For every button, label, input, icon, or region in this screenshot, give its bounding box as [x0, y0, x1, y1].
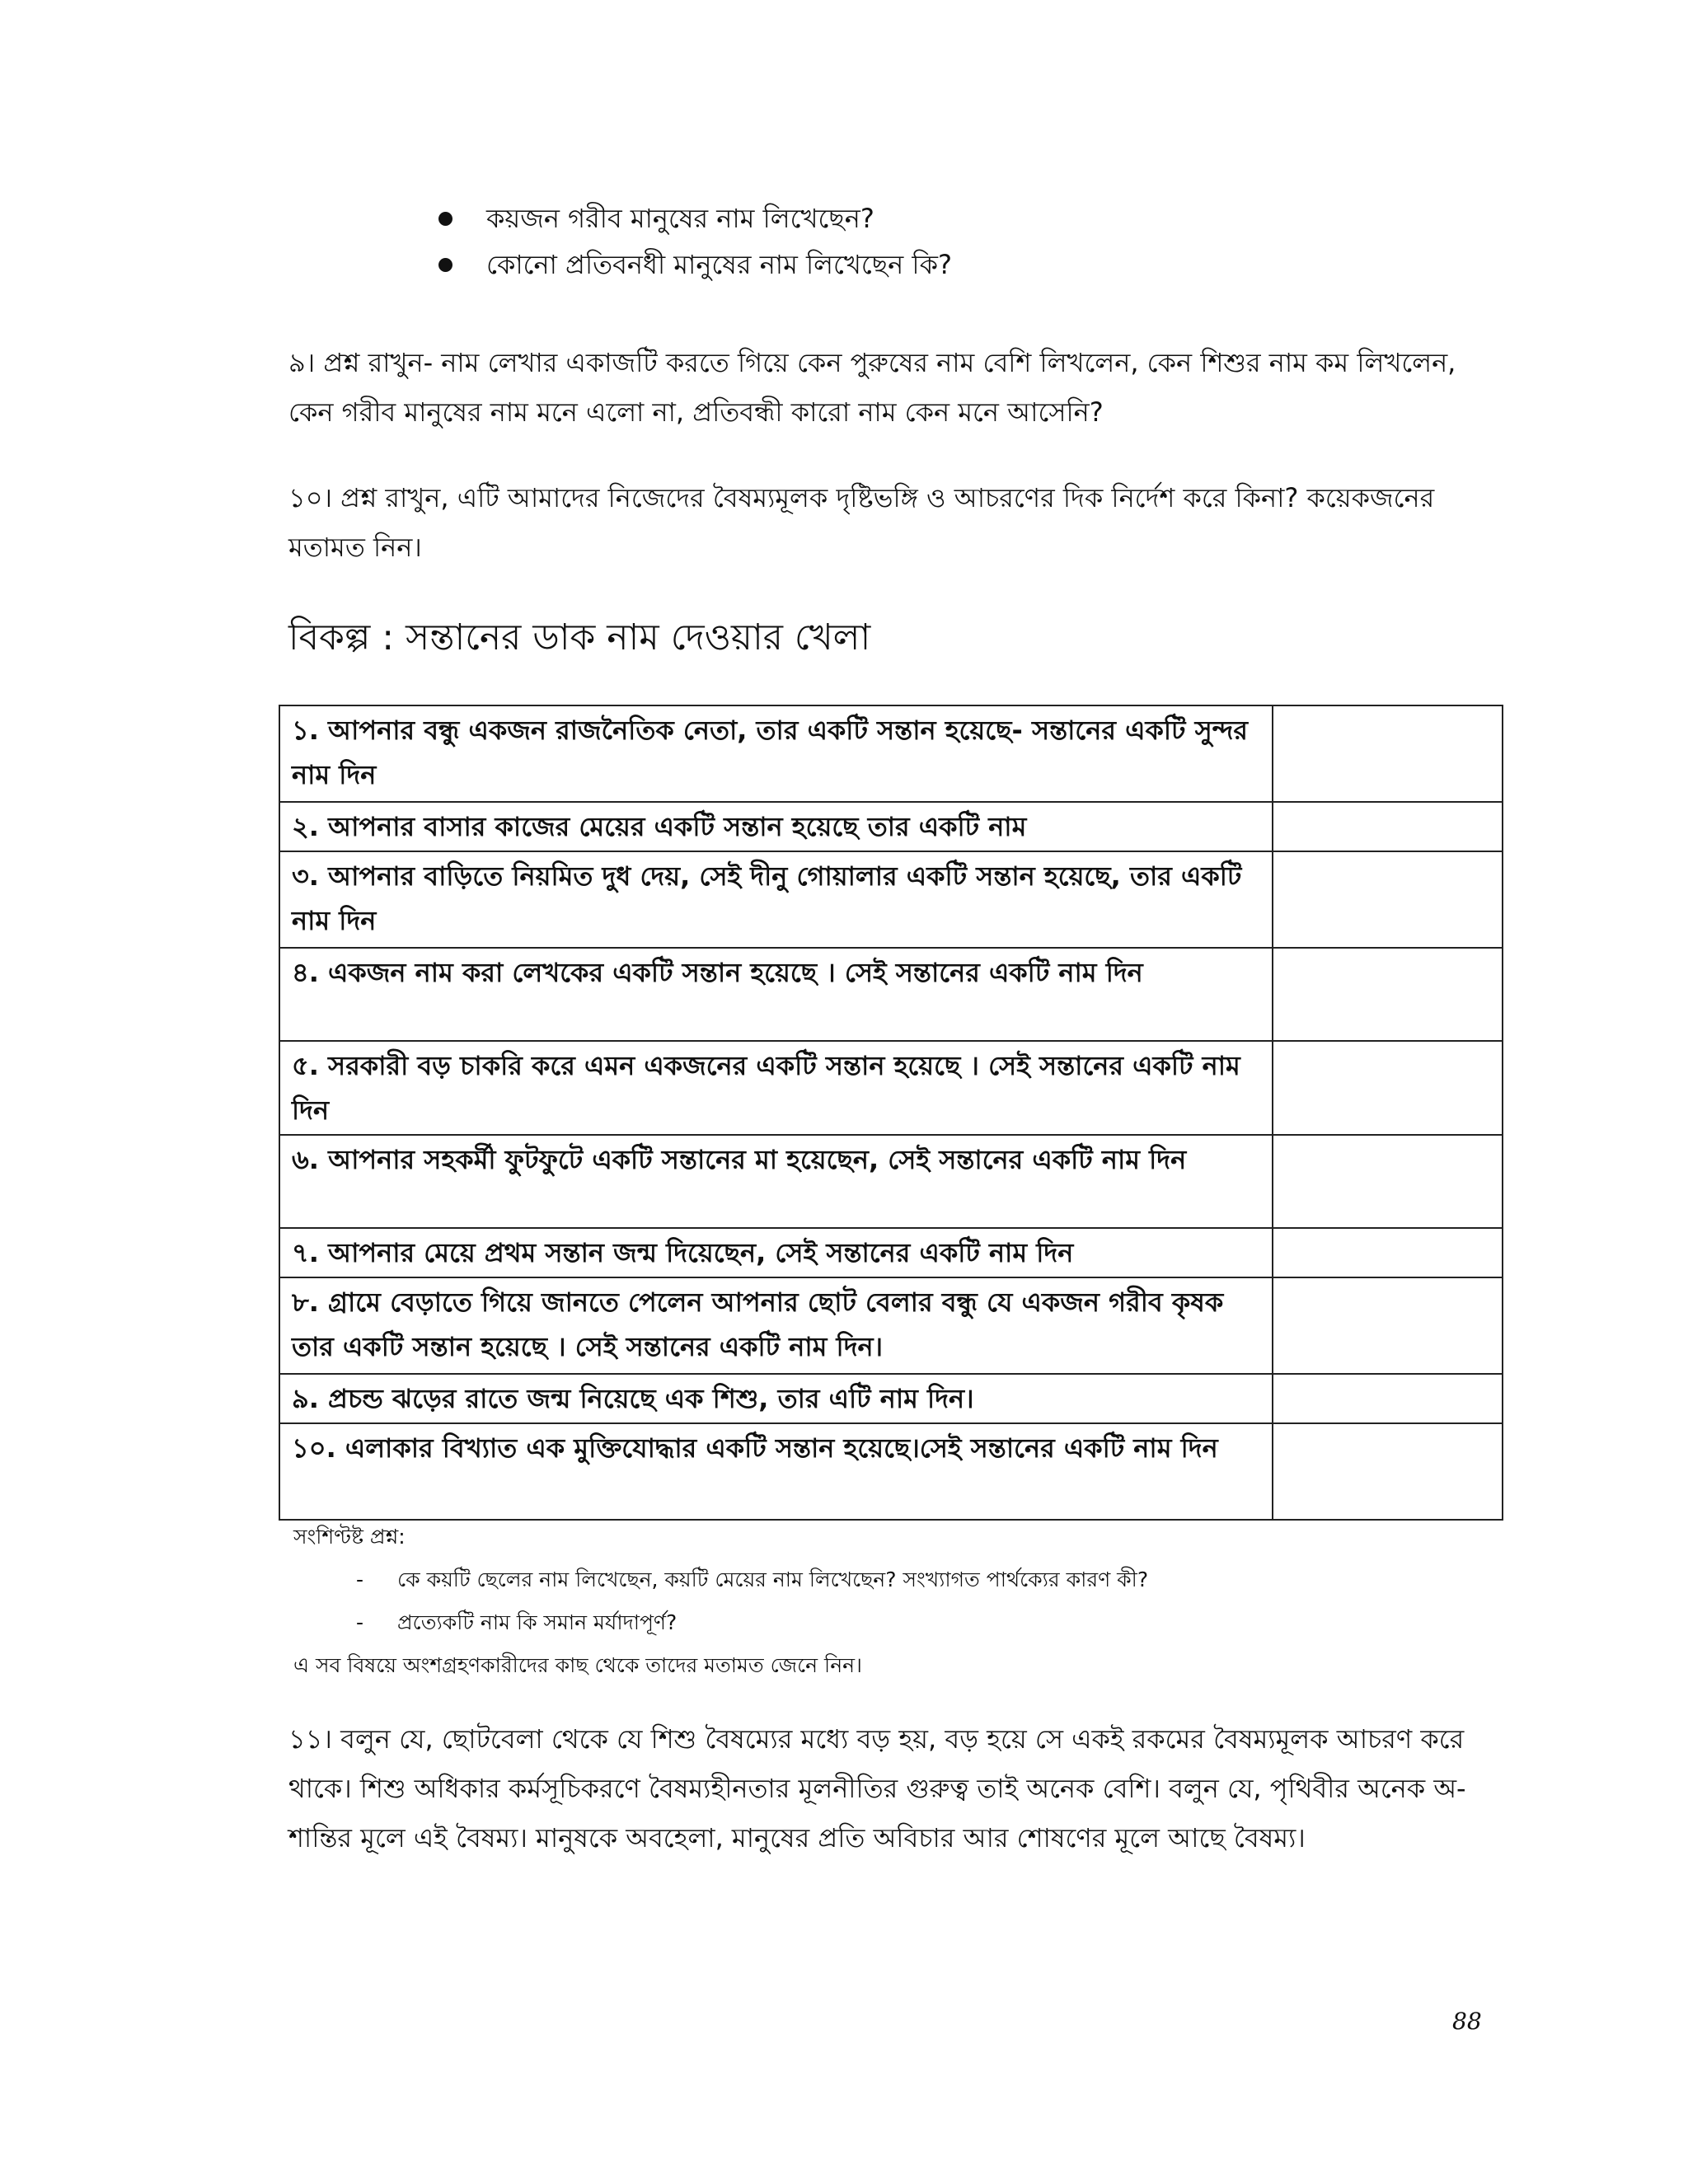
bullet-dot-icon [438, 212, 452, 226]
table-cell-question: ৪. একজন নাম করা লেখকের একটি সন্তান হয়েছে । সেই সন্তানের একটি নাম দিন [279, 948, 1273, 1041]
section-heading: বিকল্প : সন্তানের ডাক নাম দেওয়ার খেলা [288, 616, 871, 658]
related-question-item [293, 1563, 1480, 1606]
bullet-item [437, 198, 1550, 244]
table-row [279, 948, 1503, 1041]
dash-marker: - [356, 1610, 364, 1634]
dash-marker: - [356, 1568, 364, 1591]
question-bullet-list [437, 198, 1550, 290]
related-question-text: কে কয়টি ছেলের নাম লিখেছেন, কয়টি মেয়ের নাম লিখেছেন? সংখ্যাগত পার্থক্যের কারণ কী? [397, 1568, 1149, 1591]
paragraph-9: ৯। প্রশ্ন রাখুন- নাম লেখার একাজটি করতে গিয়ে কেন পুরুষের নাম বেশি লিখলেন, কেন শিশুর নাম কম লিখলেন, কেন গরীব মানুষের নাম মনে এলো না, প্রতিবন্ধী কারো নাম কেন মনে আসেনি? [288, 347, 1456, 428]
table-row [279, 1423, 1503, 1520]
related-question-item [293, 1606, 1480, 1649]
table-cell-question: ৮. গ্রামে বেড়াতে গিয়ে জানতে পেলেন আপনার ছোট বেলার বন্ধু যে একজন গরীব কৃষক তার একটি সন্তান হয়েছে । সেই সন্তানের একটি নাম দিন। [279, 1277, 1273, 1374]
table-cell-answer [1273, 1423, 1503, 1520]
table-cell-answer [1273, 705, 1503, 802]
table-cell-answer [1273, 948, 1503, 1041]
table-cell-question: ৯. প্রচন্ড ঝড়ের রাতে জন্ম নিয়েছে এক শিশু, তার এটি নাম দিন। [279, 1374, 1273, 1423]
table-cell-answer [1273, 1228, 1503, 1277]
table-cell-answer [1273, 851, 1503, 948]
table-cell-question: ৫. সরকারী বড় চাকরি করে এমন একজনের একটি সন্তান হয়েছে । সেই সন্তানের একটি নাম দিন [279, 1041, 1273, 1135]
table-row [279, 705, 1503, 802]
table-cell-answer [1273, 1135, 1503, 1228]
table-cell-answer [1273, 1041, 1503, 1135]
table-cell-question: ১০. এলাকার বিখ্যাত এক মুক্তিযোদ্ধার একটি সন্তান হয়েছে।সেই সন্তানের একটি নাম দিন [279, 1423, 1273, 1520]
naming-game-table [279, 705, 1503, 1521]
table-row [279, 1135, 1503, 1228]
table-cell-question: ৬. আপনার সহকর্মী ফুটফুটে একটি সন্তানের মা হয়েছেন, সেই সন্তানের একটি নাম দিন [279, 1135, 1273, 1228]
related-questions [293, 1521, 1480, 1682]
page-number: 88 [1452, 2008, 1482, 2035]
table-cell-question: ২. আপনার বাসার কাজের মেয়ের একটি সন্তান হয়েছে তার একটি নাম [279, 802, 1273, 851]
table-cell-question: ১. আপনার বন্ধু একজন রাজনৈতিক নেতা, তার একটি সন্তান হয়েছে- সন্তানের একটি সুন্দর নাম দিন [279, 705, 1273, 802]
table-cell-question: ৩. আপনার বাড়িতে নিয়মিত দুধ দেয়, সেই দীনু গোয়ালার একটি সন্তান হয়েছে, তার একটি নাম দিন [279, 851, 1273, 948]
table-cell-answer [1273, 1374, 1503, 1423]
bullet-text: কয়জন গরীব মানুষের নাম লিখেছেন? [486, 203, 874, 234]
table-row [279, 802, 1503, 851]
table-row [279, 1041, 1503, 1135]
related-questions-note: এ সব বিষয়ে অংশগ্রহণকারীদের কাছ থেকে তাদের মতামত জেনে নিন। [293, 1653, 862, 1677]
table-cell-question: ৭. আপনার মেয়ে প্রথম সন্তান জন্ম দিয়েছেন, সেই সন্তানের একটি নাম দিন [279, 1228, 1273, 1277]
paragraph-10: ১০। প্রশ্ন রাখুন, এটি আমাদের নিজেদের বৈষম্যমূলক দৃষ্টিভঙ্গি ও আচরণের দিক নির্দেশ করে কিনা? কয়েকজনের মতামত নিন। [288, 482, 1435, 563]
bullet-text: কোনো প্রতিবনধী মানুষের নাম লিখেছেন কি? [486, 249, 952, 280]
related-question-text: প্রত্যেকটি নাম কি সমান মর্যাদাপূর্ণ? [397, 1610, 678, 1634]
table-cell-answer [1273, 1277, 1503, 1374]
table-row [279, 851, 1503, 948]
bullet-item [437, 244, 1550, 290]
table-row [279, 1228, 1503, 1277]
paragraph-11: ১১। বলুন যে, ছোটবেলা থেকে যে শিশু বৈষম্যের মধ্যে বড় হয়, বড় হয়ে সে একই রকমের বৈষম্যমূলক আচরণ করে থাকে। শিশু অধিকার কর্মসূচিকরণে বৈষম্যহীনতার মূলনীতির গুরুত্ব তাই অনেক বেশি। বলুন যে, পৃথিবীর অনেক অ-শান্তির মূলে এই বৈষম্য। মানুষকে অবহেলা, মানুষের প্রতি অবিচার আর শোষণের মূলে আছে বৈষম্য। [288, 1723, 1466, 1854]
table-cell-answer [1273, 802, 1503, 851]
related-questions-title: সংশিণ্টষ্ট প্রশ্ন: [293, 1525, 406, 1549]
bullet-dot-icon [438, 258, 452, 272]
table-row [279, 1374, 1503, 1423]
table-row [279, 1277, 1503, 1374]
